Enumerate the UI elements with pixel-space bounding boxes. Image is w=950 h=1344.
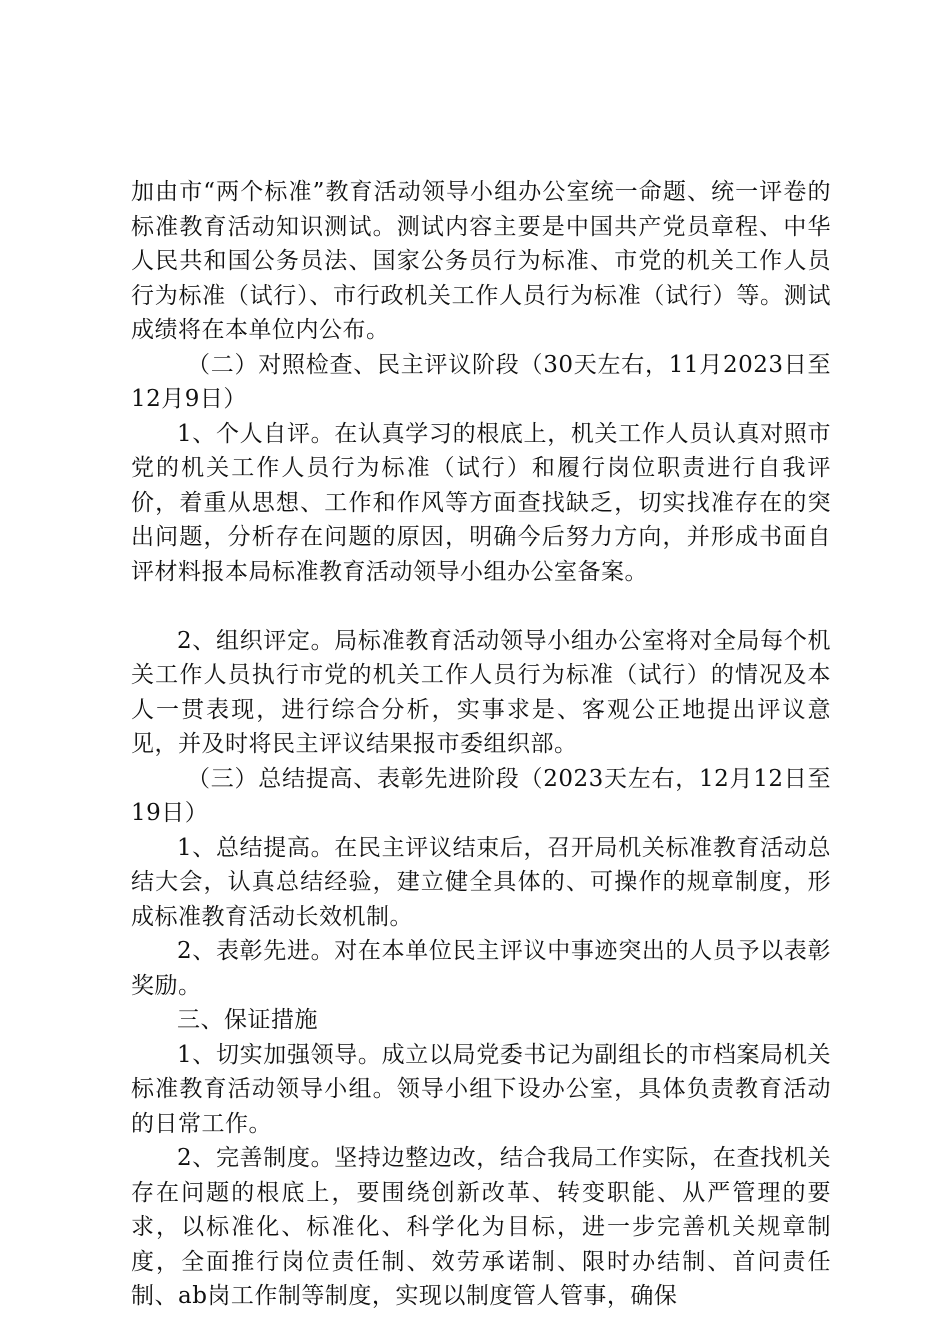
paragraph-test-content: 加由市“两个标准”教育活动领导小组办公室统一命题、统一评卷的标准教育活动知识测试。测试内容主要是中国共产党员章程、中华人民共和国公务员法、国家公务员行为标准、市党的机关工作人员行为标准（试行）、市行政机关工作人员行为标准（试行）等。测试成绩将在本单位内公布。: [131, 179, 831, 343]
document-body: [131, 175, 831, 1314]
paragraph-gap: [131, 589, 831, 624]
section-heading-summary-stage: （三）总结提高、表彰先进阶段（2023天左右，12月12日至19日）: [131, 765, 831, 826]
paragraph-leadership: 1、切实加强领导。成立以局党委书记为副组长的市档案局机关标准教育活动领导小组。领导小组下设办公室，具体负责教育活动的日常工作。: [131, 1041, 831, 1137]
paragraph-system-improvement: 2、完善制度。坚持边整边改，结合我局工作实际，在查找机关存在问题的根底上，要围绕创新改革、转变职能、从严管理的要求，以标准化、标准化、科学化为目标，进一步完善机关规章制度，全面推行岗位责任制、效劳承诺制、限时办结制、首问责任制、ab岗工作制等制度，实现以制度管人管事，确保: [131, 1145, 831, 1309]
paragraph-summary: 1、总结提高。在民主评议结束后，召开局机关标准教育活动总结大会，认真总结经验，建立健全具体的、可操作的规章制度，形成标准教育活动长效机制。: [131, 834, 831, 930]
section-heading-review-stage: （二）对照检查、民主评议阶段（30天左右，11月2023日至12月9日）: [131, 351, 831, 412]
paragraph-self-evaluation: 1、个人自评。在认真学习的根底上，机关工作人员认真对照市党的机关工作人员行为标准（试行）和履行岗位职责进行自我评价，着重从思想、工作和作风等方面查找缺乏，切实找准存在的突出问题，分析存在问题的原因，明确今后努力方向，并形成书面自评材料报本局标准教育活动领导小组办公室备案。: [131, 420, 831, 585]
section-heading-guarantee-measures: 三、保证措施: [177, 1007, 318, 1033]
paragraph-commendation: 2、表彰先进。对在本单位民主评议中事迹突出的人员予以表彰奖励。: [131, 938, 831, 999]
paragraph-organization-assessment: 2、组织评定。局标准教育活动领导小组办公室将对全局每个机关工作人员执行市党的机关工作人员行为标准（试行）的情况及本人一贯表现，进行综合分析，实事求是、客观公正地提出评议意见，并及时将民主评议结果报市委组织部。: [131, 627, 831, 757]
